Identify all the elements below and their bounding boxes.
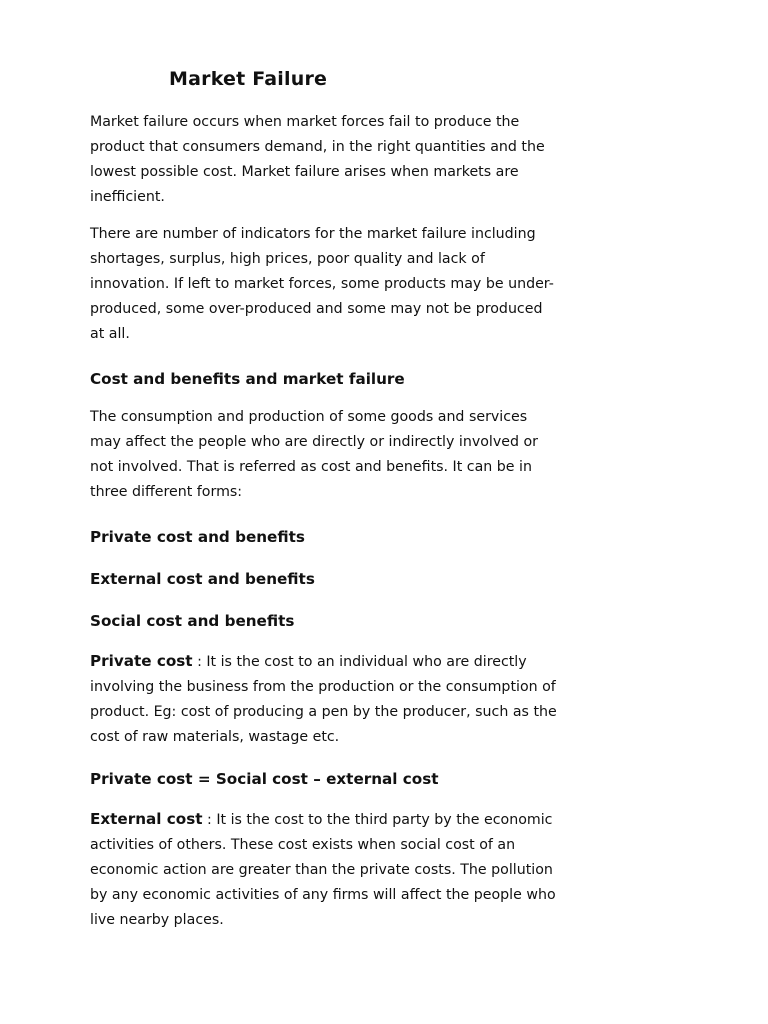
definition-external-cost: : It is the cost to the third party by the economic activities of others. These cost exists when social cost of an economic action are greater than the private costs. The pollution by any economic activities of any firms will affect the people who live nearby places. xyxy=(90,812,556,928)
paragraph-private-cost xyxy=(90,649,560,750)
document-title: Market Failure xyxy=(169,68,328,90)
paragraph-market-failure-definition: Market failure occurs when market forces fail to produce the product that consumers demand, in the right quantities and the lowest possible cost. Market failure arises when markets are inefficient. xyxy=(90,114,545,205)
heading-external-cost-benefits: External cost and benefits xyxy=(90,570,315,588)
heading-social-cost-benefits: Social cost and benefits xyxy=(90,612,295,630)
heading-cost-benefits-market-failure: Cost and benefits and market failure xyxy=(90,370,405,388)
document-page xyxy=(90,62,560,945)
heading-private-cost-benefits: Private cost and benefits xyxy=(90,528,305,546)
definition-private-cost: : It is the cost to an individual who are directly involving the business from the production or the consumption of product. Eg: cost of producing a pen by the producer, such as the cost of raw materials, wastage etc. xyxy=(90,654,557,745)
paragraph-cost-benefits: The consumption and production of some goods and services may affect the people who are directly or indirectly involved or not involved. That is referred as cost and benefits. It can be in three different forms: xyxy=(90,409,538,500)
paragraph-external-cost xyxy=(90,807,560,933)
heading-private-cost-formula: Private cost = Social cost – external cost xyxy=(90,770,439,788)
paragraph-market-failure-indicators: There are number of indicators for the market failure including shortages, surplus, high prices, poor quality and lack of innovation. If left to market forces, some products may be under-produced, some over-produced and some may not be produced at all. xyxy=(90,226,554,342)
term-external-cost: External cost xyxy=(90,810,203,828)
term-private-cost: Private cost xyxy=(90,652,193,670)
